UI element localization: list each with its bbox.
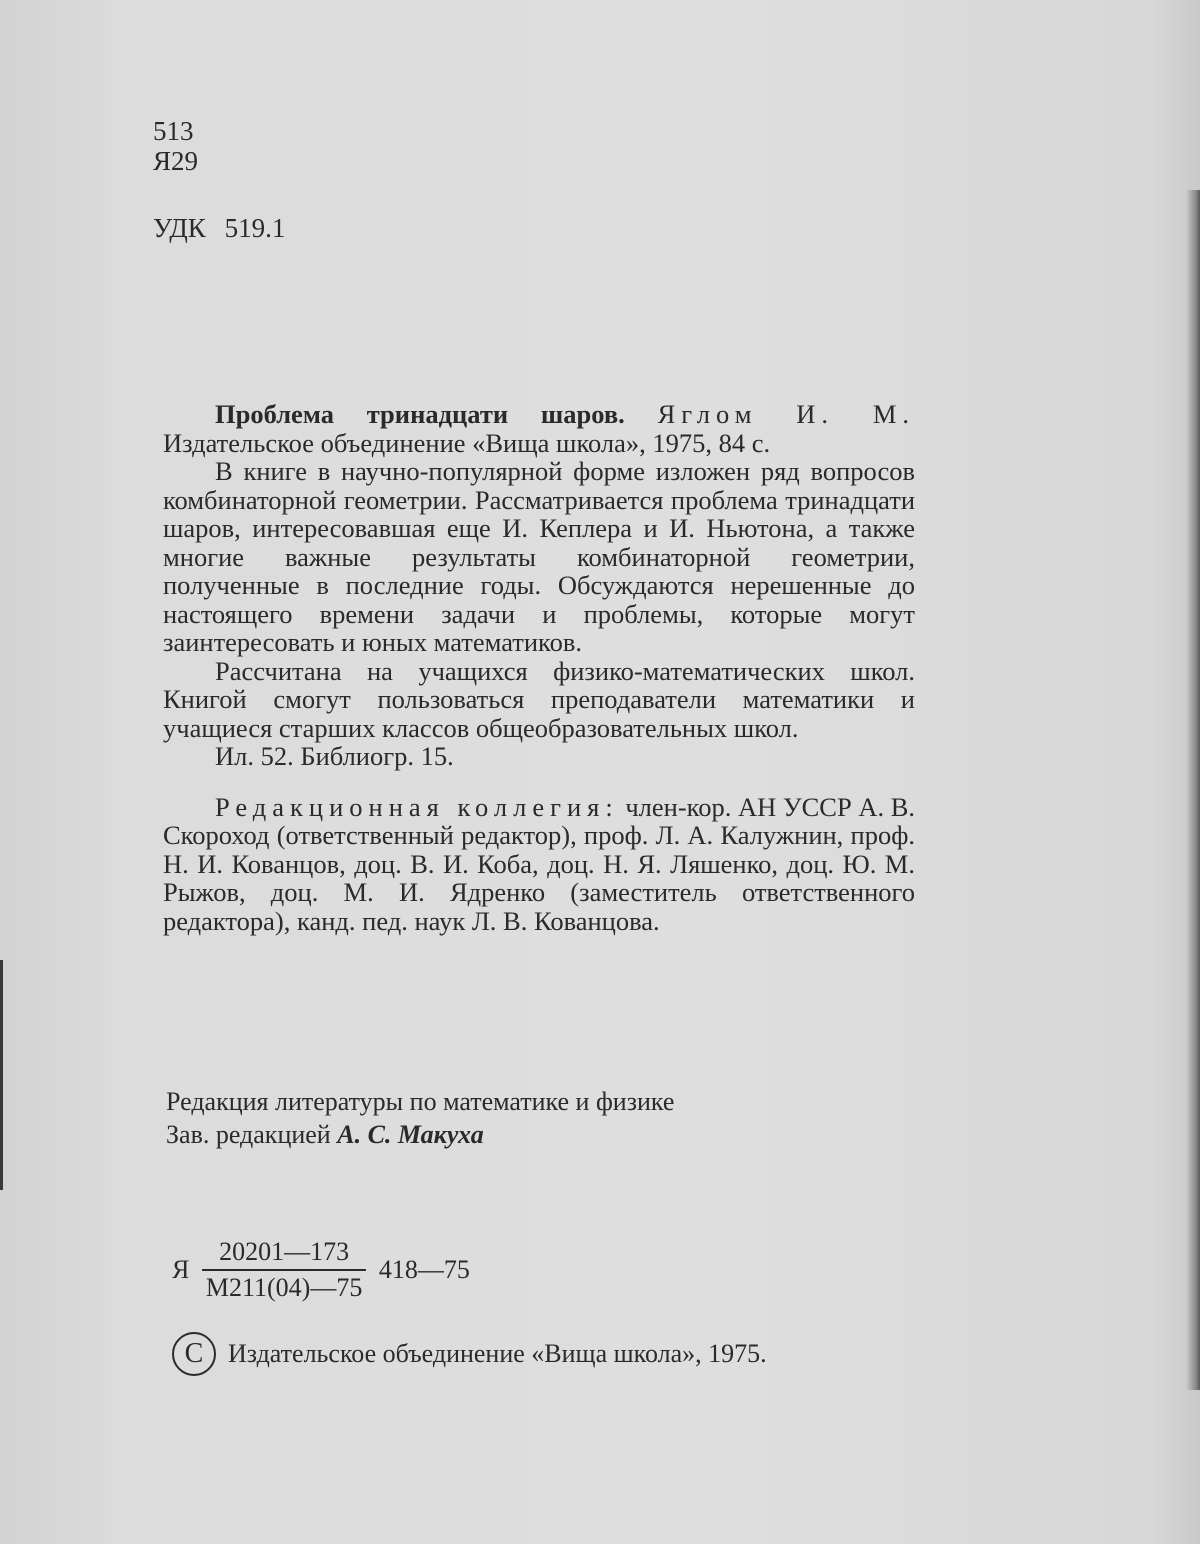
annotation-block: [163, 400, 915, 935]
page-edge-shadow: [1186, 190, 1200, 1390]
editor-line: [166, 1118, 674, 1151]
code-suffix: 418—75: [378, 1255, 470, 1284]
book-author: Яглом И. М.: [657, 399, 916, 429]
book-title: Проблема тринадцати шаров.: [215, 399, 625, 429]
editorial-board: [163, 793, 915, 936]
page-edge-mark: [0, 960, 3, 1190]
copyright-text: Издательское объединение «Вища школа», 1975.: [228, 1339, 767, 1368]
classification-code: [153, 116, 198, 176]
editorial-board-label: Редакционная коллегия:: [215, 791, 619, 822]
code-fraction: [202, 1237, 366, 1303]
editorial-board-members: член-кор. АН УССР А. В. Скороход (ответственный редактор), проф. Л. А. Калужнин, проф. Н. И. Кованцов, доц. В. И. Коба, доц. Н. Я. Ляшенко, доц. Ю. М. Рыжов, доц. М. И. Ядренко (заместитель ответственного редактора), канд. пед. наук Л. В. Кованцова.: [163, 791, 916, 936]
editorial-office: [166, 1085, 674, 1151]
classification-line: Я29: [153, 146, 199, 176]
copyright-line: [172, 1332, 767, 1376]
code-prefix: Я: [172, 1255, 190, 1284]
code-numerator: 20201—173: [202, 1237, 366, 1271]
udk-code: УДК 519.1: [153, 213, 286, 243]
annotation-paragraph: В книге в научно-популярной форме изложен ряд вопросов комбинаторной геометрии. Рассматривается проблема тринадцати шаров, интересовавшая еще И. Кеплера и И. Ньютона, а также многие важные результаты комбинаторной геометрии, полученные в последние годы. Обсуждаются нерешенные до настоящего времени задачи и проблемы, которые могут заинтересовать и юных математиков.: [163, 456, 915, 657]
code-denominator: М211(04)—75: [205, 1273, 363, 1302]
bibliographic-entry: [163, 400, 915, 457]
editor-name: А. С. Макуха: [337, 1120, 484, 1149]
publication-info: Издательское объединение «Вища школа», 1975, 84 с.: [163, 427, 771, 458]
illustrations-note: Ил. 52. Библиогр. 15.: [215, 741, 454, 771]
editorial-office-line: Редакция литературы по математике и физике: [166, 1087, 675, 1116]
editor-label: Зав. редакцией: [166, 1120, 331, 1149]
audience-paragraph: Рассчитана на учащихся физико-математических школ. Книгой смогут пользоваться преподаватели математики и учащиеся старших классов общеобразовательных школ.: [163, 655, 915, 743]
classification-line: 513: [153, 116, 194, 146]
publication-code: [172, 1237, 470, 1303]
copyright-icon: C: [172, 1332, 216, 1376]
